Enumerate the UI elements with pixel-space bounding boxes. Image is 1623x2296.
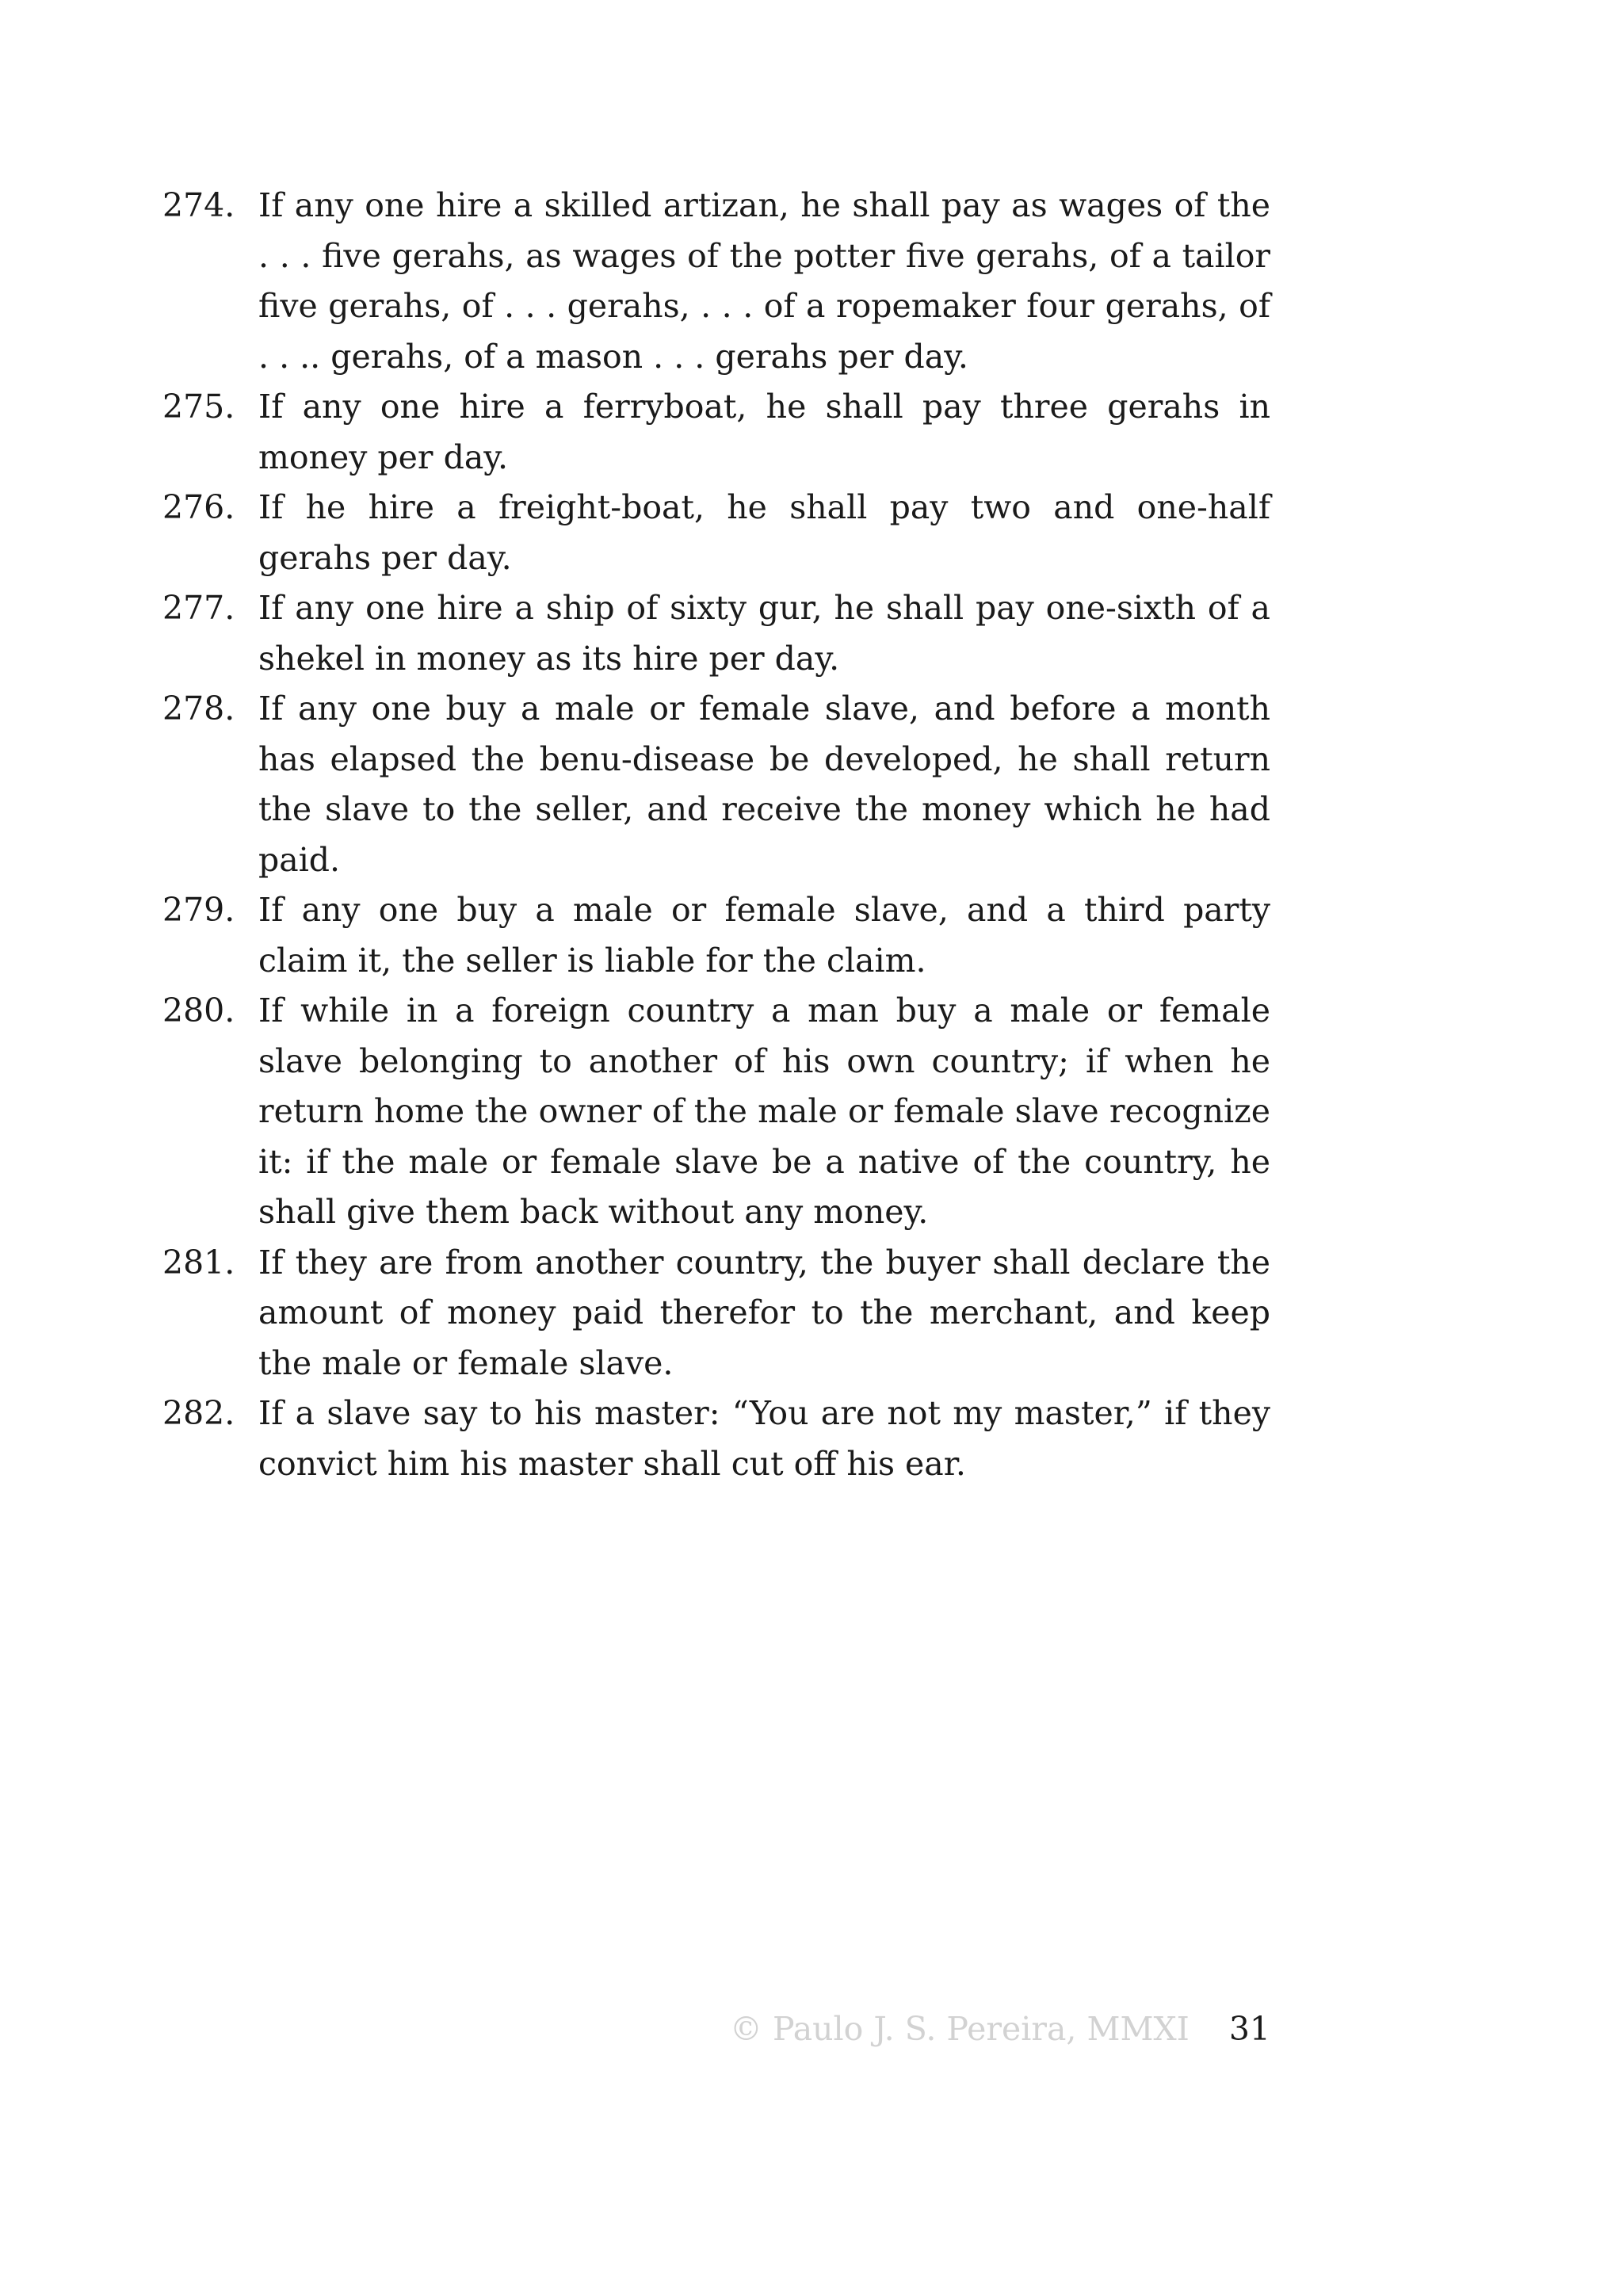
law-number: 281. (162, 1243, 235, 1282)
law-text: If any one buy a male or female slave, and a third party claim it, the seller is liable for the claim. (258, 891, 1270, 980)
page-number: 31 (1228, 2010, 1270, 2048)
law-text: If while in a foreign country a man buy a male or female slave belonging to another of his own country; if when he return home the owner of the male or female slave recognize it: if the male or female slave be a native of the country, he shall give them back without any money. (258, 991, 1270, 1231)
law-text: If a slave say to his master: “You are not my master,” if they convict him his master shall cut off his ear. (258, 1394, 1270, 1483)
law-item (162, 583, 1270, 684)
law-text: If any one hire a skilled artizan, he shall pay as wages of the . . . five gerahs, as wages of the potter five gerahs, of a tailor five gerahs, of . . . gerahs, . . . of a ropemaker four gerahs, of . . .. gerahs, of a mason . . . gerahs per day. (258, 186, 1270, 376)
law-text: If they are from another country, the buyer shall declare the amount of money paid therefor to the merchant, and keep the male or female slave. (258, 1243, 1270, 1382)
law-number: 278. (162, 690, 235, 728)
law-item (162, 181, 1270, 382)
law-list (162, 181, 1270, 1489)
law-text: If any one hire a ferryboat, he shall pay three gerahs in money per day. (258, 388, 1270, 476)
law-text: If he hire a freight-boat, he shall pay two and one-half gerahs per day. (258, 488, 1270, 577)
law-item (162, 885, 1270, 986)
page-footer (730, 2005, 1270, 2053)
law-text: If any one hire a ship of sixty gur, he shall pay one-sixth of a shekel in money as its hire per day. (258, 589, 1270, 678)
law-number: 274. (162, 186, 235, 224)
law-item (162, 684, 1270, 885)
law-text: If any one buy a male or female slave, and before a month has elapsed the benu-disease be developed, he shall return the slave to the seller, and receive the money which he had paid. (258, 690, 1270, 879)
law-number: 279. (162, 891, 235, 929)
law-item (162, 1389, 1270, 1489)
copyright-notice: © Paulo J. S. Pereira, MMXI (729, 2010, 1190, 2048)
law-number: 277. (162, 589, 235, 627)
law-number: 275. (162, 388, 235, 426)
law-number: 276. (162, 488, 235, 526)
law-item (162, 1238, 1270, 1389)
law-item (162, 483, 1270, 583)
law-number: 280. (162, 991, 235, 1030)
law-item (162, 986, 1270, 1238)
law-item (162, 382, 1270, 483)
law-number: 282. (162, 1394, 235, 1432)
